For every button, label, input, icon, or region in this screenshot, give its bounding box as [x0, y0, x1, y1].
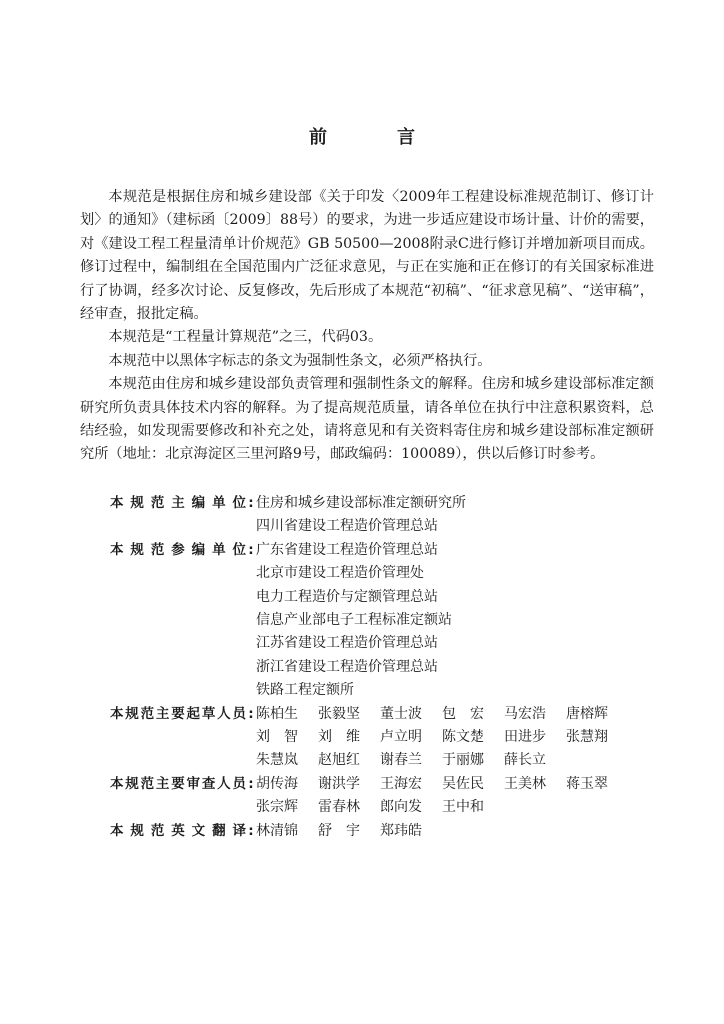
person-name: 舒 宇	[318, 822, 360, 839]
person-name: 刘 维	[318, 729, 360, 746]
reviewers-label: 本规范主要审查人员	[110, 775, 246, 792]
person-name: 陈文楚	[442, 729, 484, 746]
translators-list	[256, 820, 690, 843]
person-name: 郑玮皓	[380, 822, 422, 839]
credits-section	[110, 492, 690, 843]
person-name: 赵旭红	[318, 752, 360, 769]
label-colon: :	[248, 822, 254, 839]
drafters-row	[110, 703, 690, 773]
person-name: 包 宏	[442, 705, 484, 722]
organization: 江苏省建设工程造价管理总站	[256, 635, 438, 652]
label-colon: :	[248, 705, 254, 722]
chief-units-list	[256, 492, 690, 539]
person-name: 吴佐民	[442, 775, 484, 792]
person-name: 张宗辉	[256, 799, 298, 816]
person-name: 马宏浩	[504, 705, 546, 722]
paragraph-mandatory: 本规范中以黑体字标志的条文为强制性条文，必须严格执行。	[108, 352, 492, 369]
person-name: 唐榕辉	[566, 705, 608, 722]
person-name: 胡传海	[256, 775, 298, 792]
person-name: 谢洪学	[318, 775, 360, 792]
preface-body	[80, 186, 654, 467]
chief-units-label: 本规范主编单位	[110, 495, 246, 511]
person-name: 林清锦	[256, 822, 298, 839]
person-name: 谢春兰	[380, 752, 422, 769]
person-name: 朱慧岚	[256, 752, 298, 769]
label-colon: :	[248, 541, 254, 558]
drafters-label: 本规范主要起草人员	[110, 705, 246, 722]
paragraph-background: 本规范是根据住房和城乡建设部《关于印发〈2009年工程建设标准规范制订、修订计划〉的通知》（建标函〔2009〕88号）的要求，为进一步适应建设市场计量、计价的需要，对《建设工程工程量清单计价规范》GB 50500—2008附录C进行修订并增加新项目而成。修订过程中，编制组在全国范围内广泛征求意见，与正在实施和正在修订的有关国家标准进行了协调，经多次讨论、反复修改，先后形成了本规范“初稿”、“征求意见稿”、“送审稿”，经审查，报批定稿。	[80, 189, 654, 323]
person-name: 薛长立	[504, 752, 546, 769]
translators-row	[110, 820, 690, 843]
participating-units-label: 本规范参编单位	[110, 541, 246, 558]
person-name: 蒋玉翠	[566, 775, 608, 792]
person-name: 雷春林	[318, 799, 360, 816]
participating-units-row	[110, 539, 690, 703]
person-name: 张毅坚	[318, 705, 360, 722]
label-colon: :	[248, 775, 254, 792]
organization: 信息产业部电子工程标准定额站	[256, 612, 452, 629]
person-name: 王美林	[504, 775, 546, 792]
person-name: 刘 智	[256, 729, 298, 746]
organization: 住房和城乡建设部标准定额研究所	[256, 495, 466, 511]
page-heading: 前 言	[309, 127, 441, 148]
person-name: 于丽娜	[442, 752, 484, 769]
participating-units-list	[256, 539, 690, 703]
organization: 铁路工程定额所	[256, 682, 354, 699]
person-name: 卢立明	[380, 729, 422, 746]
paragraph-code: 本规范是“工程量计算规范”之三，代码03。	[108, 329, 383, 346]
person-name: 董士波	[380, 705, 422, 722]
paragraph-administration: 本规范由住房和城乡建设部负责管理和强制性条文的解释。住房和城乡建设部标准定额研究所负责具体技术内容的解释。为了提高规范质量，请各单位在执行中注意积累资料，总结经验，如发现需要修改和补充之处，请将意见和有关资料寄住房和城乡建设部标准定额研究所（地址：北京海淀区三里河路9号，邮政编码：100089），供以后修订时参考。	[80, 376, 654, 463]
reviewers-list	[256, 773, 690, 820]
person-name: 田进步	[504, 729, 546, 746]
drafters-list	[256, 703, 690, 773]
organization: 北京市建设工程造价管理处	[256, 565, 424, 582]
person-name: 陈柏生	[256, 705, 298, 722]
person-name: 郎向发	[380, 799, 422, 816]
person-name: 王中和	[442, 799, 484, 816]
organization: 广东省建设工程造价管理总站	[256, 541, 438, 558]
person-name: 王海宏	[380, 775, 422, 792]
reviewers-row	[110, 773, 690, 820]
organization: 浙江省建设工程造价管理总站	[256, 658, 438, 675]
label-colon: :	[248, 495, 254, 511]
translators-label: 本规范英文翻译	[110, 822, 246, 839]
organization: 四川省建设工程造价管理总站	[256, 518, 438, 535]
person-name: 张慧翔	[566, 729, 608, 746]
organization: 电力工程造价与定额管理总站	[256, 588, 438, 605]
chief-units-row	[110, 492, 690, 539]
